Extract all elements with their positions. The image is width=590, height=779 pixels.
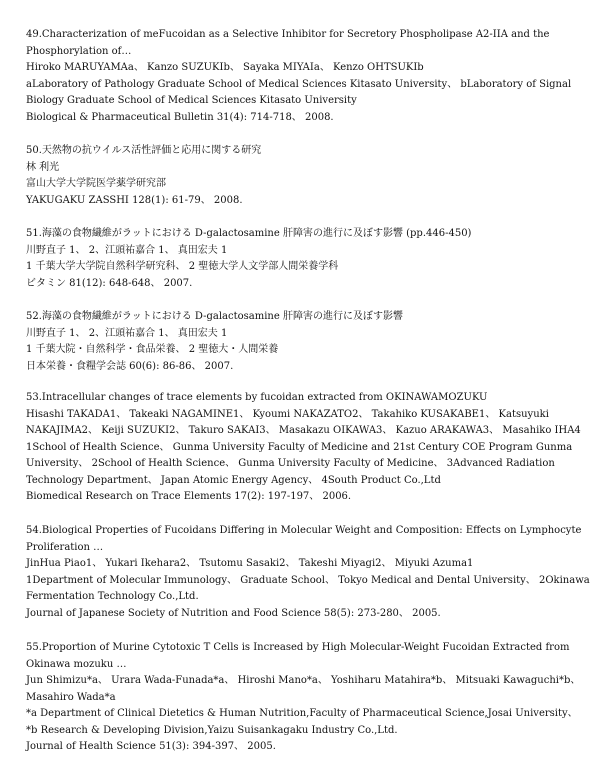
entry-authors: Hisashi TAKADA1、 Takeaki NAGAMINE1、 Kyoumi NAKAZATO2、 Takahiko KUSAKABE1、 Katsuyuki [26,408,549,420]
entry-title-line: 50.天然物の抗ウイルス活性評価と応用に関する研究 [26,145,262,156]
reference-entry-50 [26,143,529,209]
reference-entry-49 [26,27,572,126]
entry-affiliation: 1Department of Molecular Immunology、 Graduate School、 Tokyo Medical and Dental University、 2Okinawa [26,574,590,586]
entry-affiliation: 1 千葉大学大学院自然科学研究科、 2 聖徳大学人文学部人間栄養学科 [26,261,339,272]
entry-affiliation: University、 2School of Health Science、 Gunma University Faculty of Medicine、 3Advanced Radiation [26,458,555,469]
entry-affiliation: 富山大学大学院医学薬学研究部 [26,178,166,189]
entry-citation: Biomedical Research on Trace Elements 17(2): 197-197、 2006. [26,491,352,502]
entry-affiliation: *a Department of Clinical Dietetics & Human Nutrition,Faculty of Pharmaceutical Science,Josai University、 [26,708,578,719]
entry-title-line: 49.Characterization of meFucoidan as a Selective Inhibitor for Secretory Phospholipase A2-IIA and the [26,29,550,40]
reference-entry-51 [26,226,529,292]
entry-authors: Masahiro Wada*a [26,691,116,703]
entry-title-line: 54.Biological Properties of Fucoidans Differing in Molecular Weight and Composition: Effects on Lymphocyte [26,525,582,536]
entry-authors: 林 利光 [26,161,60,173]
entry-authors: 川野直子 1、 2、江頭祐嘉合 1、 真田宏夫 1 [26,244,228,256]
entry-title-line: 51.海藻の食物繊維がラットにおける D-galactosamine 肝障害の進行に及ぼす影響 (pp.446-450) [26,228,472,239]
entry-title-line: Phosphorylation of… [26,45,132,57]
entry-title-line: Okinawa mozuku … [26,658,127,670]
entry-affiliation: 1 千葉大院・自然科学・食品栄養、 2 聖徳大・人間栄養 [26,344,279,355]
entry-authors: Hiroko MARUYAMAa、 Kanzo SUZUKIb、 Sayaka MIYAIa、 Kenzo OHTSUKIb [26,62,424,73]
entry-authors: 川野直子 1、 2、江頭祐嘉合 1、 真田宏夫 1 [26,327,228,339]
entry-authors: NAKAJIMA2、 Keiji SUZUKI2、 Takuro SAKAI3、 Masakazu OIKAWA3、 Kazuo ARAKAWA3、 Masahiko IHA4 [26,425,581,436]
entry-title-line: Proliferation … [26,541,104,553]
entry-affiliation: 1School of Health Science、 Gunma University Faculty of Medicine and 21st Century COE Program Gunma [26,441,573,453]
entry-citation: Journal of Japanese Society of Nutrition and Food Science 58(5): 273-280、 2005. [26,607,441,619]
entry-affiliation: aLaboratory of Pathology Graduate School of Medical Sciences Kitasato University、 bLaboratory of Signal [26,78,572,90]
entry-citation: Journal of Health Science 51(3): 394-397、 2005. [26,741,276,752]
entry-citation: 日本栄養・食糧学会誌 60(6): 86-86、 2007. [26,360,234,372]
entry-citation: ビタミン 81(12): 648-648、 2007. [26,277,193,289]
entry-citation: YAKUGAKU ZASSHI 128(1): 61-79、 2008. [26,194,243,206]
entry-affiliation: Fermentation Technology Co.,Ltd. [26,591,199,602]
entry-title-line: 53.Intracellular changes of trace elements by fucoidan extracted from OKINAWAMOZUKU [26,392,488,403]
entry-affiliation: Technology Department、 Japan Atomic Energy Agency、 4South Product Co.,Ltd [26,474,441,486]
entry-title-line: 55.Proportion of Murine Cytotoxic T Cells is Increased by High Molecular-Weight Fucoidan Extracted from [26,642,570,653]
entry-affiliation: Biology Graduate School of Medical Sciences Kitasato University [26,95,357,106]
entry-citation: Biological & Pharmaceutical Bulletin 31(4): 714-718、 2008. [26,111,334,123]
entry-title-line: 52.海藻の食物繊維がラットにおける D-galactosamine 肝障害の進行に及ぼす影響 [26,311,403,322]
entry-authors: Jun Shimizu*a、 Urara Wada-Funada*a、 Hiroshi Mano*a、 Yoshiharu Matahira*b、 Mitsuaki Kawaguchi*b、 [26,675,581,686]
entry-authors: JinHua Piao1、 Yukari Ikehara2、 Tsutomu Sasaki2、 Takeshi Miyagi2、 Miyuki Azuma1 [26,558,474,569]
reference-entry-54 [26,523,590,622]
reference-entry-55 [26,640,581,756]
reference-entry-52 [26,309,529,375]
entry-affiliation: *b Research & Developing Division,Yaizu Suisankagaku Industry Co.,Ltd. [26,724,398,736]
reference-entry-53 [26,390,581,506]
